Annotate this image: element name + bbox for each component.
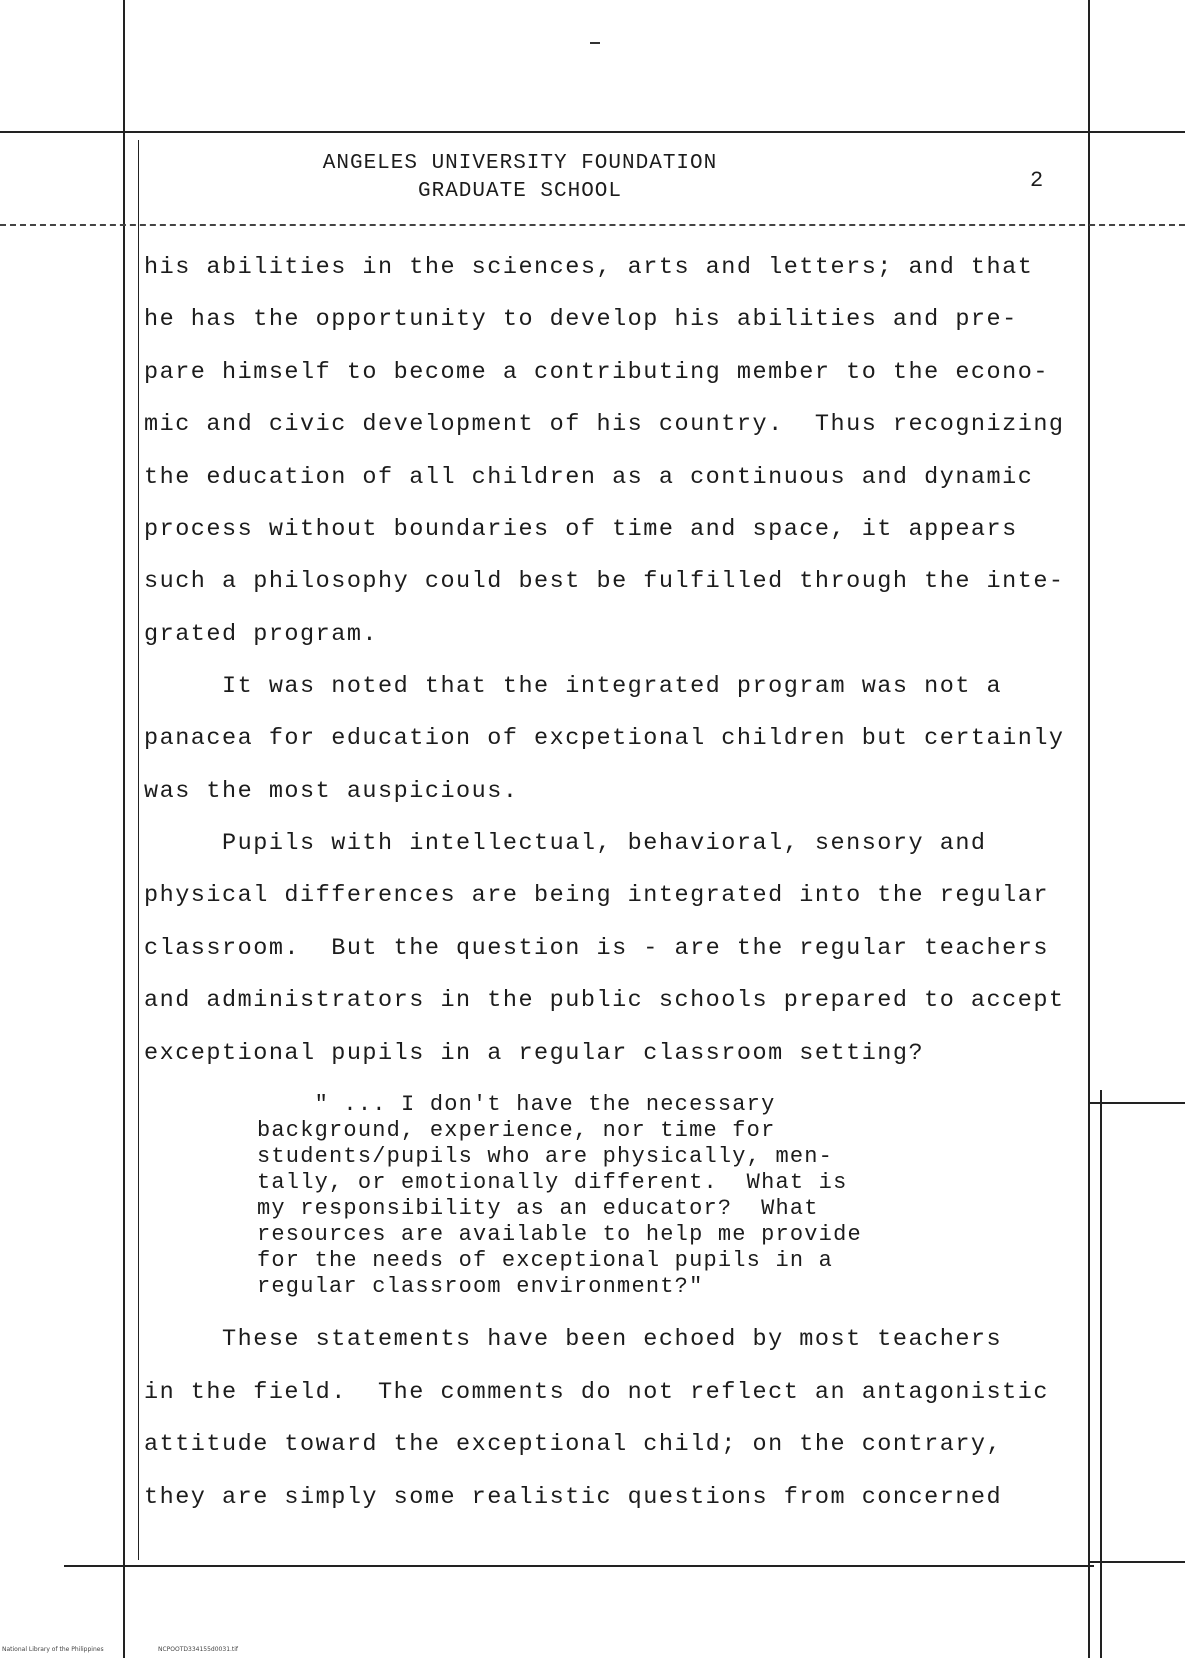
right-margin-rule (1088, 0, 1090, 1658)
closing-line: attitude toward the exceptional child; on the contrary, (144, 1431, 1003, 1458)
header-divider (0, 224, 1185, 226)
right-inner-rule (1100, 1090, 1102, 1658)
body-line: classroom. But the question is - are the regular teachers (144, 935, 1049, 962)
quote-line: background, experience, nor time for (257, 1118, 776, 1143)
body-line: and administrators in the public schools prepared to accept (144, 987, 1065, 1014)
body-line: he has the opportunity to develop his abilities and pre- (144, 306, 1018, 333)
institution-title: ANGELES UNIVERSITY FOUNDATION (322, 152, 718, 175)
quote-line: regular classroom environment?" (257, 1274, 704, 1299)
body-line: panacea for education of excpetional children but certainly (144, 725, 1065, 752)
body-line: mic and civic development of his country. Thus recognizing (144, 411, 1065, 438)
quote-line: tally, or emotionally different. What is (257, 1170, 848, 1195)
body-line: exceptional pupils in a regular classroom setting? (144, 1040, 925, 1067)
left-margin-rule (123, 0, 125, 1658)
body-line: Pupils with intellectual, behavioral, sensory and (144, 830, 987, 857)
library-credit: National Library of the Philippines (2, 1646, 104, 1653)
body-line: pare himself to become a contributing member to the econo- (144, 359, 1049, 386)
bottom-rule (64, 1565, 1094, 1567)
right-tab-rule-1 (1090, 1102, 1185, 1104)
quote-line: my responsibility as an educator? What (257, 1196, 819, 1221)
right-tab-rule-2 (1090, 1561, 1185, 1563)
quote-line: for the needs of exceptional pupils in a (257, 1248, 834, 1273)
body-line: was the most auspicious. (144, 778, 519, 805)
body-line: grated program. (144, 621, 379, 648)
closing-line: These statements have been echoed by most teachers (144, 1326, 1003, 1353)
left-inner-rule (138, 140, 139, 1560)
scan-mark (590, 42, 600, 44)
body-line: the education of all children as a continuous and dynamic (144, 464, 1034, 491)
body-line: physical differences are being integrated into the regular (144, 882, 1049, 909)
top-rule (0, 131, 1185, 133)
body-line: his abilities in the sciences, arts and letters; and that (144, 254, 1034, 281)
closing-line: they are simply some realistic questions from concerned (144, 1484, 1003, 1511)
school-title: GRADUATE SCHOOL (417, 180, 623, 203)
closing-line: in the field. The comments do not reflect an antagonistic (144, 1379, 1049, 1406)
quote-line: students/pupils who are physically, men- (257, 1144, 834, 1169)
quote-line: " ... I don't have the necessary (257, 1092, 776, 1117)
scan-code: NCPOOTD334155d0031.tif (158, 1646, 239, 1653)
quote-line: resources are available to help me provide (257, 1222, 862, 1247)
body-line: such a philosophy could best be fulfilled through the inte- (144, 568, 1065, 595)
body-line: It was noted that the integrated program was not a (144, 673, 1003, 700)
page-number: 2 (1030, 168, 1044, 193)
body-line: process without boundaries of time and space, it appears (144, 516, 1018, 543)
